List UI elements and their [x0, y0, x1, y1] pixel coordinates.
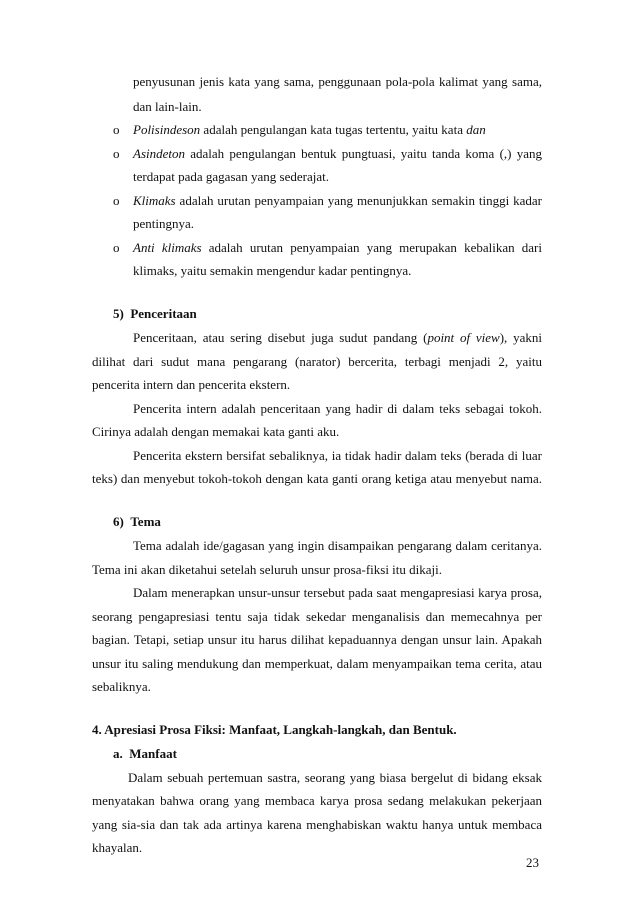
text-line: klimaks, yaitu semakin mengendur kadar pentingnya.	[133, 263, 412, 278]
text: adalah pengulangan bentuk pungtuasi, yaitu tanda koma (,) yang	[185, 146, 542, 161]
paragraph-line: Dalam menerapkan unsur-unsur tersebut pada saat mengapresiasi karya prosa,	[133, 585, 542, 600]
paragraph-line: seorang pengapresiasi tentu saja tidak sekedar menganalisis dan memecahnya per	[92, 609, 542, 624]
text: ), yakni	[499, 330, 542, 345]
paragraph-line: teks) dan menyebut tokoh-tokoh dengan kata ganti orang ketiga atau menyebut nama.	[92, 471, 542, 486]
section-heading-tema: 6) Tema	[113, 514, 161, 529]
bullet-item-polisindeson	[133, 122, 486, 138]
paragraph-line: menyatakan bahwa orang yang membaca karya prosa sedang melakukan pekerjaan	[92, 793, 542, 808]
subsection-heading-manfaat: a. Manfaat	[113, 746, 177, 761]
paragraph-line: Pencerita ekstern bersifat sebaliknya, ia tidak hadir dalam teks (berada di luar	[133, 448, 542, 463]
paragraph-line: dilihat dari sudut mana pengarang (narator) bercerita, terbagi menjadi 2, yaitu	[92, 354, 542, 369]
paragraph-line: Tema ini akan diketahui setelah seluruh unsur prosa-fiksi itu dikaji.	[92, 562, 443, 577]
text: Penceritaan, atau sering disebut juga sudut pandang (	[133, 330, 428, 345]
text-line: terdapat pada gagasan yang sederajat.	[133, 169, 329, 184]
term: dan	[466, 122, 486, 137]
bullet-marker: o	[113, 122, 120, 137]
page-number: 23	[526, 855, 539, 870]
bullet-item-anti-klimaks	[133, 240, 542, 256]
text: adalah pengulangan kata tugas tertentu, yaitu kata	[200, 122, 467, 137]
paragraph-line: sebaliknya.	[92, 679, 151, 694]
paragraph-line: yang sia-sia dan tak ada artinya karena menghabiskan waktu hanya untuk membaca	[92, 817, 542, 832]
term: Anti klimaks	[133, 240, 202, 255]
bullet-item-klimaks	[133, 193, 542, 209]
paragraph-line: Dalam sebuah pertemuan sastra, seorang yang biasa bergelut di bidang eksak	[128, 770, 542, 785]
term: point of view	[427, 330, 500, 345]
paragraph-line: unsur itu saling mendukung dan memperkuat, dalam menyampaikan tema cerita, atau	[92, 656, 542, 671]
text-line: penyusunan jenis kata yang sama, penggunaan pola-pola kalimat yang sama,	[133, 74, 542, 89]
paragraph-line: pencerita intern dan pencerita ekstern.	[92, 377, 291, 392]
paragraph-line: bagian. Tetapi, setiap unsur itu harus dilihat kepaduannya dengan unsur lain. Apakah	[92, 632, 542, 647]
paragraph-line: Tema adalah ide/gagasan yang ingin disampaikan pengarang dalam ceritanya.	[133, 538, 542, 553]
bullet-marker: o	[113, 193, 120, 208]
text-line: dan lain-lain.	[133, 99, 202, 114]
term: Polisindeson	[133, 122, 201, 137]
paragraph-line: khayalan.	[92, 840, 143, 855]
bullet-marker: o	[113, 146, 120, 161]
text: adalah urutan penyampaian yang merupakan kebalikan dari	[201, 240, 542, 255]
text: adalah urutan penyampaian yang menunjukkan semakin tinggi kadar	[175, 193, 542, 208]
term: Asindeton	[133, 146, 185, 161]
paragraph-line: Cirinya adalah dengan memakai kata ganti aku.	[92, 424, 340, 439]
section-heading-penceritaan: 5) Penceritaan	[113, 306, 197, 321]
chapter-heading-apresiasi: 4. Apresiasi Prosa Fiksi: Manfaat, Langkah-langkah, dan Bentuk.	[92, 722, 457, 737]
paragraph-line: Pencerita intern adalah penceritaan yang hadir di dalam teks sebagai tokoh.	[133, 401, 542, 416]
paragraph-line	[133, 330, 542, 346]
bullet-item-asindeton	[133, 146, 542, 162]
text-line: pentingnya.	[133, 216, 195, 231]
bullet-marker: o	[113, 240, 120, 255]
term: Klimaks	[133, 193, 176, 208]
